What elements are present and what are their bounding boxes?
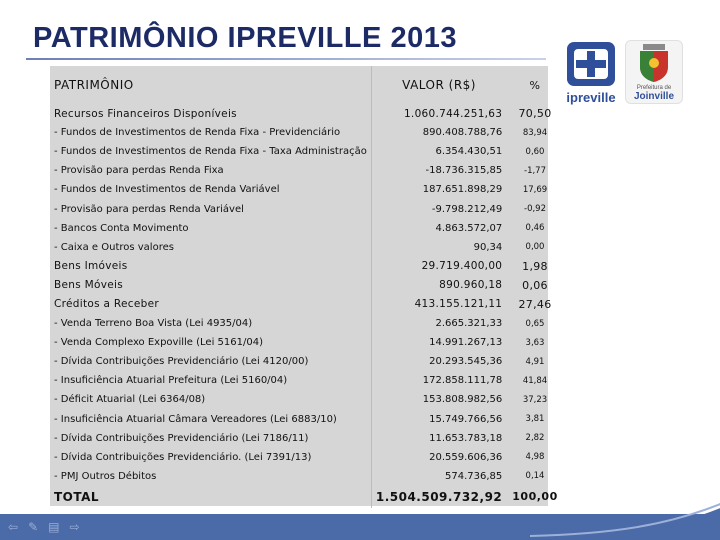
row-pct: 37,23	[522, 394, 548, 405]
row-value: 574.736,85	[445, 470, 503, 482]
row-item: - Fundos de Investimentos de Renda Fixa - Previdenciário	[50, 123, 371, 142]
row-item: Créditos a Receber	[50, 295, 371, 314]
row-item: - Fundos de Investimentos de Renda Variável	[50, 180, 371, 199]
pen-icon[interactable]: ✎	[28, 520, 39, 534]
row-item: - Fundos de Investimentos de Renda Fixa - Taxa Administração	[50, 142, 371, 161]
table-total-row	[50, 486, 562, 508]
row-pct: 1,98	[522, 259, 548, 273]
table-row	[50, 410, 562, 429]
page-title: PATRIMÔNIO IPREVILLE 2013	[33, 22, 457, 54]
table-row	[50, 333, 562, 352]
row-pct: 27,46	[518, 297, 552, 311]
row-value: 890.960,18	[439, 279, 503, 292]
row-pct: 0,06	[522, 278, 548, 292]
table-row	[50, 448, 562, 467]
row-value: -9.798.212,49	[431, 203, 503, 215]
ipreville-logo	[563, 40, 619, 108]
row-pct: 2,82	[525, 433, 545, 444]
row-value: 187.651.898,29	[422, 184, 503, 196]
patrimony-table	[50, 66, 558, 506]
header-item: PATRIMÔNIO	[50, 66, 371, 104]
row-value: 2.665.321,33	[435, 318, 503, 330]
row-pct: 41,84	[522, 375, 548, 386]
row-value: -18.736.315,85	[425, 165, 503, 177]
bottom-bar-swoosh	[530, 500, 720, 540]
row-item: Bens Móveis	[50, 276, 371, 295]
row-pct: 0,65	[525, 318, 545, 329]
row-value: 11.653.783,18	[429, 432, 503, 444]
joinville-logo	[625, 40, 683, 104]
row-pct: -0,92	[524, 204, 546, 215]
row-value: 4.863.572,07	[435, 222, 503, 234]
table-row	[50, 123, 562, 142]
table-row	[50, 295, 562, 314]
row-item: - Dívida Contribuições Previdenciário (Lei 7186/11)	[50, 429, 371, 448]
table-row	[50, 314, 562, 333]
table-header-row	[50, 66, 562, 104]
row-item: - Insuficiência Atuarial Câmara Vereadores (Lei 6883/10)	[50, 410, 371, 429]
joinville-line1: Prefeitura de	[636, 85, 672, 91]
table-row	[50, 180, 562, 199]
header-value: VALOR (R$)	[402, 78, 476, 92]
row-value: 413.155.121,11	[414, 298, 503, 311]
row-item: - Dívida Contribuições Previdenciário (Lei 4120/00)	[50, 352, 371, 371]
total-pct: 100,00	[512, 490, 558, 504]
table-row	[50, 352, 562, 371]
row-pct: 0,46	[525, 223, 545, 234]
row-item: - Caixa e Outros valores	[50, 238, 371, 257]
row-value: 153.808.982,56	[422, 394, 503, 406]
row-item: Recursos Financeiros Disponíveis	[50, 104, 371, 123]
row-pct: -1,77	[524, 165, 546, 176]
row-pct: 17,69	[522, 184, 548, 195]
menu-icon[interactable]: ▤	[48, 520, 60, 534]
row-pct: 3,63	[525, 337, 545, 348]
row-value: 890.408.788,76	[422, 127, 503, 139]
total-item: TOTAL	[50, 486, 371, 508]
row-pct: 0,00	[525, 242, 545, 253]
row-value: 15.749.766,56	[429, 413, 503, 425]
row-value: 172.858.111,78	[422, 375, 503, 387]
table-row	[50, 142, 562, 161]
row-pct: 0,14	[525, 471, 545, 482]
table-row	[50, 104, 562, 123]
table-row	[50, 219, 562, 238]
table-row	[50, 276, 562, 295]
row-value: 20.293.545,36	[429, 356, 503, 368]
row-value: 90,34	[473, 241, 503, 253]
row-value: 6.354.430,51	[435, 146, 503, 158]
table-row	[50, 429, 562, 448]
header-pct: %	[529, 78, 541, 92]
table-row	[50, 199, 562, 218]
row-item: - Insuficiência Atuarial Prefeitura (Lei 5160/04)	[50, 371, 371, 390]
ipreville-logo-text: ipreville	[566, 90, 616, 105]
row-item: - Déficit Atuarial (Lei 6364/08)	[50, 390, 371, 409]
row-item: - Provisão para perdas Renda Variável	[50, 199, 371, 218]
row-pct: 4,91	[525, 356, 545, 367]
row-pct: 4,98	[525, 452, 545, 463]
title-underline	[26, 58, 546, 60]
row-pct: 70,50	[518, 107, 552, 121]
row-pct: 0,60	[525, 146, 545, 157]
table-row	[50, 467, 562, 486]
table-row	[50, 257, 562, 276]
row-value: 14.991.267,13	[429, 337, 503, 349]
row-item: - PMJ Outros Débitos	[50, 467, 371, 486]
row-item: - Bancos Conta Movimento	[50, 219, 371, 238]
table-row	[50, 371, 562, 390]
row-value: 20.559.606,36	[429, 451, 503, 463]
row-item: Bens Imóveis	[50, 257, 371, 276]
table-row	[50, 161, 562, 180]
next-slide-icon[interactable]: ⇨	[69, 520, 80, 534]
row-value: 29.719.400,00	[421, 260, 503, 273]
table-row	[50, 238, 562, 257]
row-value: 1.060.744.251,63	[403, 107, 503, 120]
row-item: - Venda Complexo Expoville (Lei 5161/04)	[50, 333, 371, 352]
joinville-crest-icon	[626, 41, 682, 103]
table-row	[50, 390, 562, 409]
joinville-line2: Joinville	[633, 91, 675, 102]
previous-slide-icon[interactable]: ⇦	[8, 520, 19, 534]
row-item: - Dívida Contribuições Previdenciário. (Lei 7391/13)	[50, 448, 371, 467]
total-value: 1.504.509.732,92	[375, 489, 503, 504]
row-item: - Provisão para perdas Renda Fixa	[50, 161, 371, 180]
row-pct: 83,94	[522, 127, 548, 138]
slide-nav	[8, 520, 80, 534]
row-item: - Venda Terreno Boa Vista (Lei 4935/04)	[50, 314, 371, 333]
row-pct: 3,81	[525, 414, 545, 425]
